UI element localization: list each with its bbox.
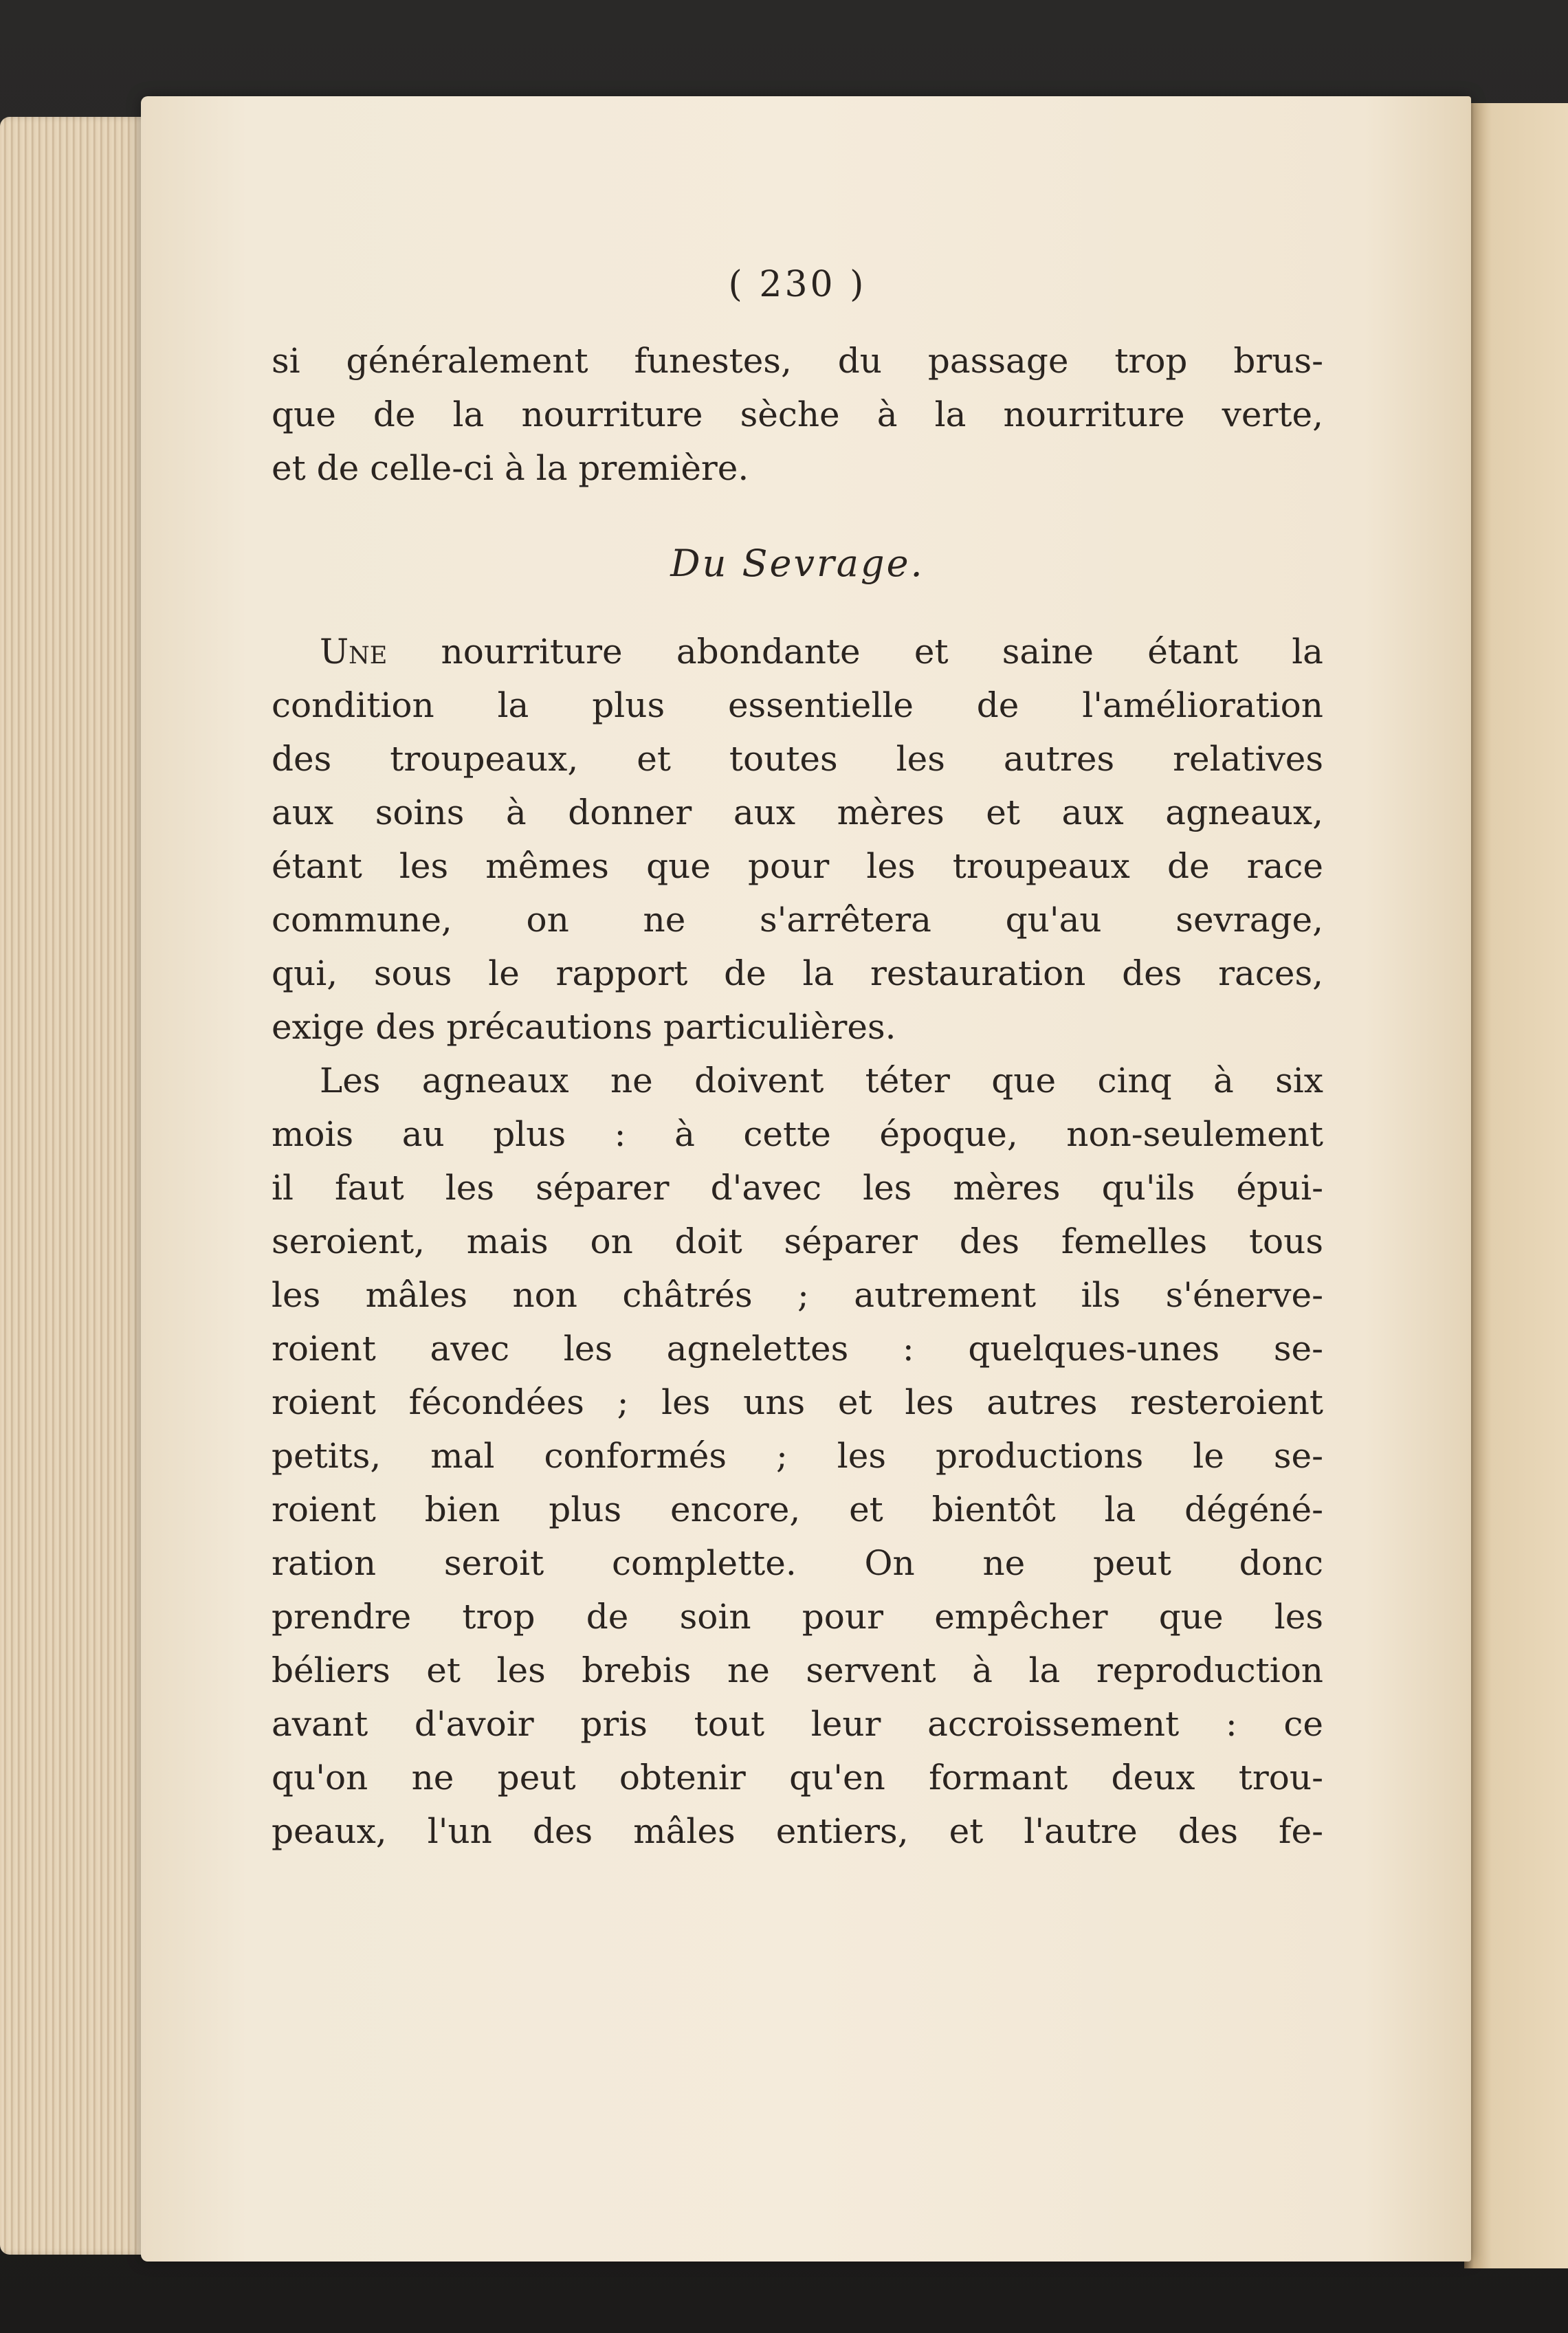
text-line: peaux, l'un des mâles entiers, et l'autre des fe- bbox=[272, 1811, 1323, 1851]
text-line: qui, sous le rapport de la restauration des races, bbox=[272, 953, 1323, 993]
text-line: mois au plus : à cette époque, non-seulement bbox=[272, 1114, 1323, 1154]
text-line: roient bien plus encore, et bientôt la dégéné- bbox=[272, 1490, 1323, 1529]
text-line: roient fécondées ; les uns et les autres resteroient bbox=[272, 1382, 1323, 1422]
text-line: condition la plus essentielle de l'amélioration bbox=[272, 685, 1323, 725]
text-line: béliers et les brebis ne servent à la reproduction bbox=[272, 1650, 1323, 1690]
lead-word: Une bbox=[320, 632, 388, 672]
text-line: qu'on ne peut obtenir qu'en formant deux trou- bbox=[272, 1758, 1323, 1798]
text-line: les mâles non châtrés ; autrement ils s'énerve- bbox=[272, 1275, 1323, 1315]
text-line: des troupeaux, et toutes les autres relatives bbox=[272, 739, 1323, 779]
text-line: si généralement funestes, du passage trop brus- bbox=[272, 341, 1323, 381]
text-line: que de la nourriture sèche à la nourriture verte, bbox=[272, 395, 1323, 434]
text-line: commune, on ne s'arrêtera qu'au sevrage, bbox=[272, 900, 1323, 940]
text-line-first bbox=[272, 631, 1323, 672]
text-line: aux soins à donner aux mères et aux agneaux, bbox=[272, 793, 1323, 832]
text-line: étant les mêmes que pour les troupeaux de race bbox=[272, 846, 1323, 886]
text-line: petits, mal conformés ; les productions le se- bbox=[272, 1436, 1323, 1476]
book-page-edges bbox=[0, 117, 165, 2255]
page-number: ( 230 ) bbox=[728, 264, 867, 305]
text-line: prendre trop de soin pour empêcher que les bbox=[272, 1597, 1323, 1637]
text-line: avant d'avoir pris tout leur accroissement : ce bbox=[272, 1704, 1323, 1744]
first-line-rest: nourriture abondante et saine étant la bbox=[387, 632, 1323, 672]
text-line: Les agneaux ne doivent téter que cinq à six bbox=[320, 1061, 1323, 1101]
text-line: et de celle-ci à la première. bbox=[272, 448, 749, 488]
section-heading: Du Sevrage. bbox=[670, 542, 925, 585]
text-line: il faut les séparer d'avec les mères qu'ils épui- bbox=[272, 1168, 1323, 1208]
text-line: roient avec les agnelettes : quelques-unes se- bbox=[272, 1329, 1323, 1369]
text-line: seroient, mais on doit séparer des femelles tous bbox=[272, 1221, 1323, 1261]
text-line: exige des précautions particulières. bbox=[272, 1007, 896, 1047]
text-line: ration seroit complette. On ne peut donc bbox=[272, 1543, 1323, 1583]
facing-page-edge bbox=[1464, 103, 1568, 2268]
